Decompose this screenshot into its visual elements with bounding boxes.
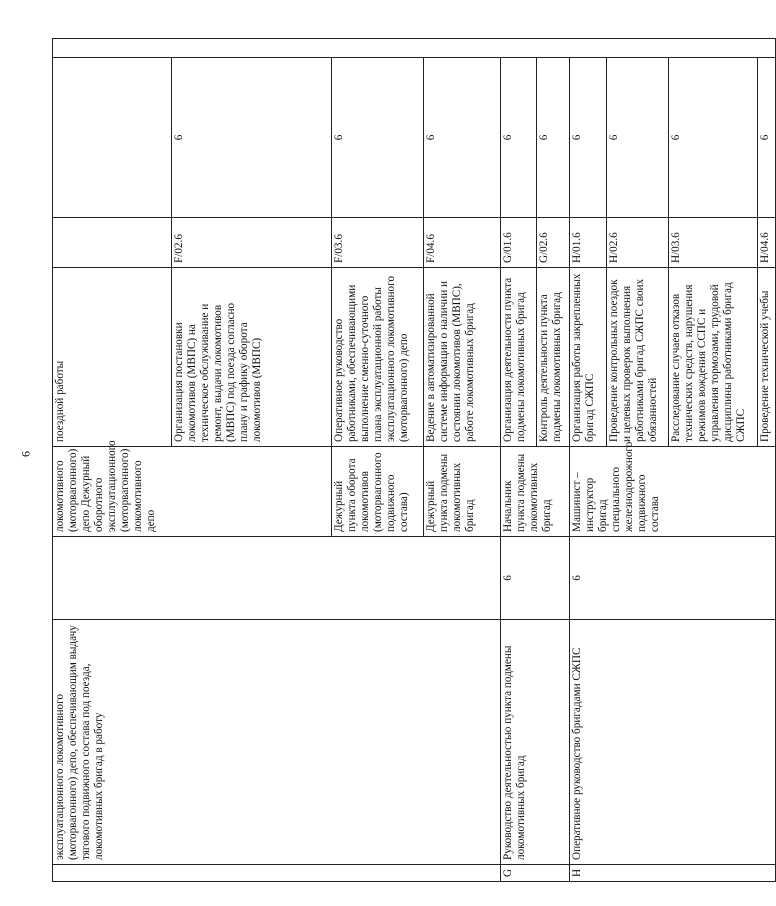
- function-code: H/01.6: [570, 218, 607, 268]
- labor-function: Оперативное руководство работниками, обеспечивающими выполнение сменно-суточного плана эксплуатационной работы эксплуатационного локомотивного (моторвагонного) депо: [332, 268, 424, 447]
- function-level: 6: [424, 58, 501, 218]
- code-cell: G: [501, 865, 570, 882]
- function-code: F/04.6: [424, 218, 501, 268]
- labor-function: Расследование случаев отказов технических средств, нарушения режимов вождения ССПС и управления тормозами, трудовой дисциплины работниками бригад СЖПС: [669, 268, 758, 447]
- function-code: G/02.6: [537, 218, 570, 268]
- table-row: [501, 39, 537, 882]
- generalized-function-name: Руководство деятельностью пункта подмены локомотивных бригад: [501, 620, 570, 865]
- right-margin-cell: [53, 39, 776, 58]
- function-level: 6: [758, 58, 776, 218]
- function-level: 6: [332, 58, 424, 218]
- function-code: [53, 218, 172, 268]
- rotated-table-container: [52, 58, 771, 882]
- labor-function: Проведение контрольных поездок и целевых проверок выполнения работниками бригад СЖПС своих обязанностей: [607, 268, 669, 447]
- functions-table: [52, 38, 776, 882]
- labor-function: Организация постановки локомотивов (МВПС) на техническое обслуживание и ремонт, выдачи локомотивов (МВПС) под поезда согласно плану и графику оборота локомотивов (МВПС): [172, 268, 332, 447]
- position-title: Дежурный пункта оборота локомотивов (моторвагонного подвижного состава): [332, 447, 424, 537]
- function-code: H/02.6: [607, 218, 669, 268]
- code-cell: H: [570, 865, 776, 882]
- qualification-level: 6: [501, 537, 570, 620]
- labor-function: Контроль деятельности пункта подмены локомотивных бригад: [537, 268, 570, 447]
- function-level: [53, 58, 172, 218]
- position-title: локомотивного (моторвагонного) депо Дежурный оборотного эксплуатационного (моторвагонного) локомотивного депо: [53, 447, 332, 537]
- function-code: H/04.6: [758, 218, 776, 268]
- function-level: 6: [172, 58, 332, 218]
- qualification-level: 6: [570, 537, 776, 620]
- function-level: 6: [501, 58, 537, 218]
- table-row: [570, 39, 607, 882]
- qualification-level: [53, 537, 501, 620]
- function-level: 6: [669, 58, 758, 218]
- labor-function: Проведение технической учебы: [758, 268, 776, 447]
- page-number: 6: [18, 451, 33, 457]
- position-title: Дежурный пункта подмены локомотивных бригад: [424, 447, 501, 537]
- function-code: G/01.6: [501, 218, 537, 268]
- labor-function: Ведение в автоматизированной системе информации о наличии и состоянии локомотивов (МВПС), работе локомотивных бригад: [424, 268, 501, 447]
- function-level: 6: [570, 58, 607, 218]
- position-title: Начальник пункта подмены локомотивных бригад: [501, 447, 570, 537]
- code-cell: [53, 865, 501, 882]
- labor-function: Организация деятельности пункта подмены локомотивных бригад: [501, 268, 537, 447]
- labor-function: Организация работы закрепленных бригад СЖПС: [570, 268, 607, 447]
- function-level: 6: [607, 58, 669, 218]
- function-level: 6: [537, 58, 570, 218]
- table-row: [53, 39, 172, 882]
- function-code: F/03.6: [332, 218, 424, 268]
- function-code: H/03.6: [669, 218, 758, 268]
- generalized-function-name: эксплуатационного локомотивного (моторвагонного) депо, обеспечивающим выдачу тягового подвижного состава под поезда, локомотивных бригад в работу: [53, 620, 501, 865]
- position-title: Машинист – инструктор бригад специального железнодорожного подвижного состава: [570, 447, 776, 537]
- labor-function: поездной работы: [53, 268, 172, 447]
- function-code: F/02.6: [172, 218, 332, 268]
- generalized-function-name: Оперативное руководство бригадами СЖПС: [570, 620, 776, 865]
